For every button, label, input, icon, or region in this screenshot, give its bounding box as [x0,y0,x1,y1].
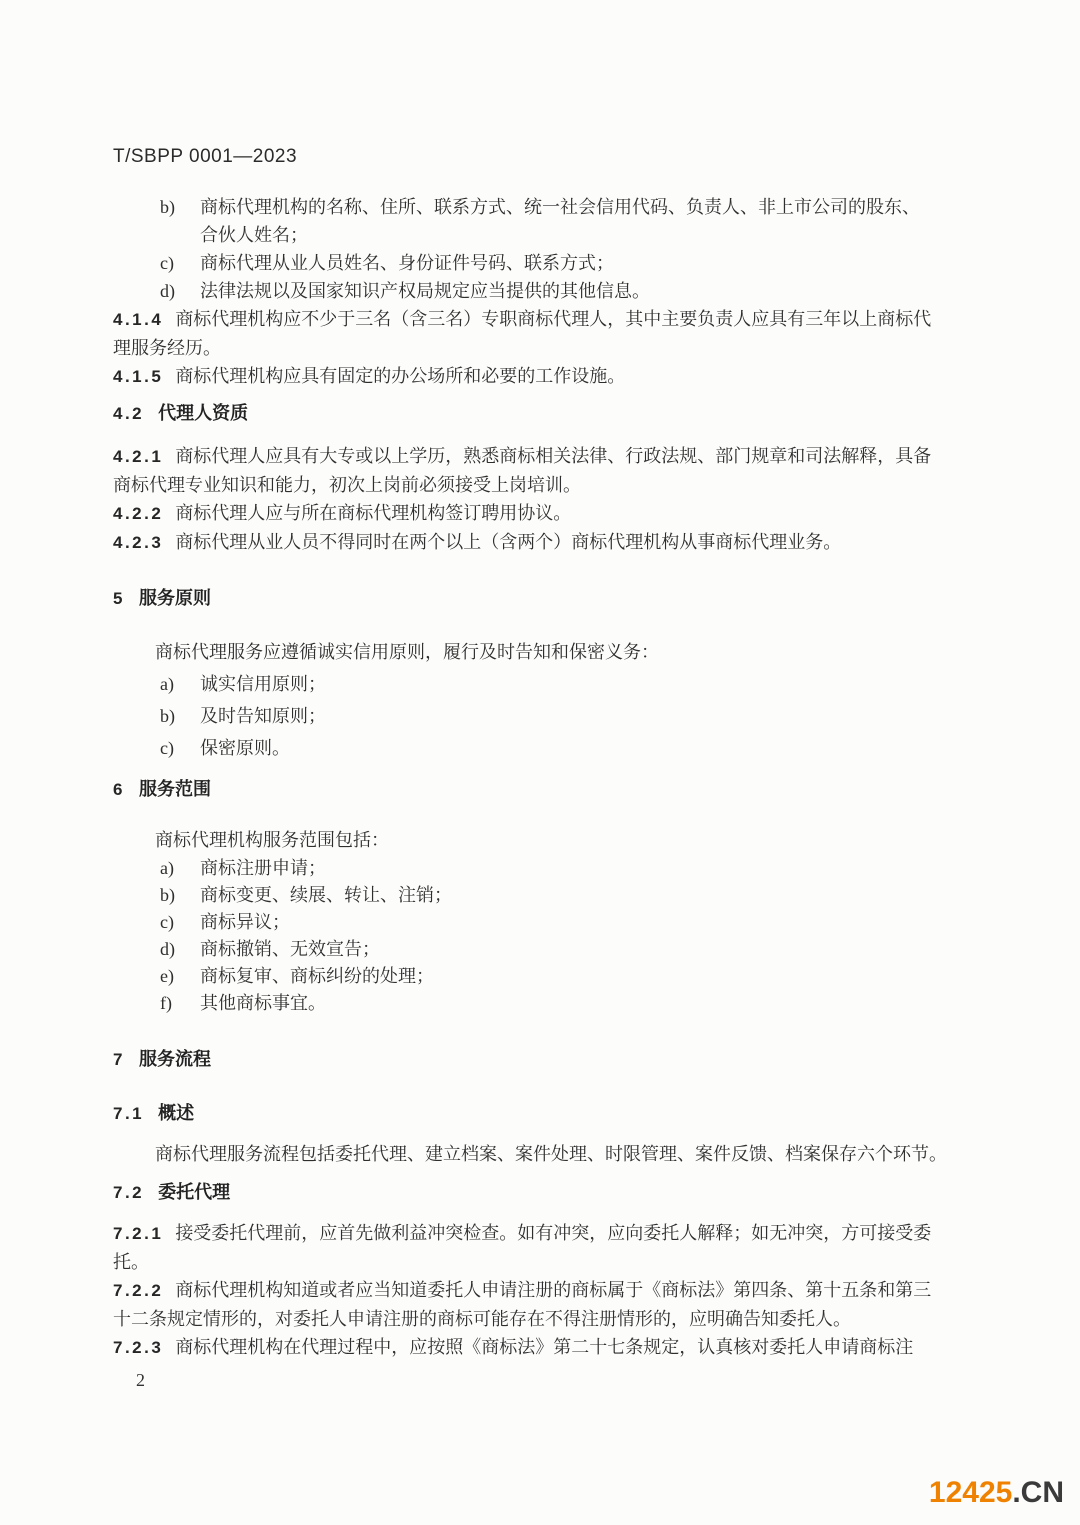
clause-text: 商标代理机构知道或者应当知道委托人申请注册的商标属于《商标法》第四条、第十五条和第三十二条规定情形的，对委托人申请注册的商标可能存在不得注册情形的，应明确告知委托人。 [113,1280,932,1329]
page-number: 2 [136,1370,145,1390]
clause-number: 4.1.5 [113,367,164,386]
list-marker: b) [160,885,175,905]
list-item-text: 诚实信用原则； [200,674,326,694]
clause-number: 7.2.1 [113,1224,164,1243]
clause-number: 4.1.4 [113,310,164,329]
section-title: 委托代理 [158,1182,231,1202]
section-title: 服务流程 [138,1049,211,1069]
paragraph: 商标代理服务流程包括委托代理、建立档案、案件处理、时限管理、案件反馈、档案保存六个环节。 [155,1144,947,1164]
list-marker: f) [160,993,172,1013]
clause-number: 7.2.2 [113,1281,164,1300]
watermark-number: 12425 [928,1476,1013,1509]
clause-text: 商标代理机构应不少于三名（含三名）专职商标代理人，其中主要负责人应具有三年以上商标代理服务经历。 [113,309,932,358]
list-item [113,909,937,936]
clause [113,442,937,499]
section-heading [113,584,937,613]
list-marker: c) [160,912,174,932]
section-number: 7.1 [113,1104,145,1123]
section-heading [113,399,937,428]
section-number: 4.2 [113,404,145,423]
clause-text: 商标代理从业人员不得同时在两个以上（含两个）商标代理机构从事商标代理业务。 [175,532,842,552]
clause [113,1276,937,1333]
list-item [113,855,937,882]
list-marker: e) [160,966,174,986]
clause-text: 商标代理机构在代理过程中，应按照《商标法》第二十七条规定，认真核对委托人申请商标注 [175,1337,914,1357]
section-number: 7.2 [113,1183,145,1202]
clause-text: 商标代理人应与所在商标代理机构签订聘用协议。 [175,503,572,523]
list-item-text: 商标撤销、无效宣告； [200,939,380,959]
watermark [929,1478,1064,1508]
clause-number: 4.2.1 [113,447,164,466]
list-item [113,882,937,909]
clause [113,499,937,528]
list-item [113,670,937,698]
list-item-text: 其他商标事宜。 [200,993,326,1013]
list-item-text: 商标代理机构的名称、住所、联系方式、统一社会信用代码、负责人、非上市公司的股东、合伙人姓名； [200,197,920,245]
list-marker: c) [160,253,174,273]
list-marker: c) [160,738,174,758]
clause-number: 7.2.3 [113,1338,164,1357]
list-marker: a) [160,674,174,694]
section-heading [113,1099,937,1128]
section-title: 代理人资质 [158,403,249,423]
list-item [113,734,937,762]
section-title: 服务原则 [138,588,211,608]
paragraph: 商标代理机构服务范围包括： [155,830,389,850]
list-marker: b) [160,197,175,217]
section-title: 概述 [158,1103,195,1123]
list-item [113,193,937,249]
list-marker: a) [160,858,174,878]
section-title: 服务范围 [138,779,211,799]
list-marker: d) [160,939,175,959]
clause [113,305,937,362]
clause [113,1333,937,1362]
list-item-text: 商标代理从业人员姓名、身份证件号码、联系方式； [200,253,614,273]
section-heading [113,1045,937,1074]
document-code: T/SBPP 0001—2023 [113,146,298,167]
list-marker: b) [160,706,175,726]
clause [113,1219,937,1276]
list-item-text: 商标注册申请； [200,858,326,878]
clause-text: 接受委托代理前，应首先做利益冲突检查。如有冲突，应向委托人解释；如无冲突，方可接受委托。 [113,1223,932,1272]
list-item [113,963,937,990]
list-item [113,249,937,277]
section-number: 5 [113,589,125,608]
clause-text: 商标代理人应具有大专或以上学历，熟悉商标相关法律、行政法规、部门规章和司法解释，具备商标代理专业知识和能力，初次上岗前必须接受上岗培训。 [113,446,932,495]
list-item [113,936,937,963]
clause-number: 4.2.2 [113,504,164,523]
list-item-text: 商标异议； [200,912,290,932]
list-item [113,702,937,730]
list-item-text: 法律法规以及国家知识产权局规定应当提供的其他信息。 [200,281,650,301]
section-number: 6 [113,780,125,799]
watermark-domain-suffix: .CN [1012,1476,1064,1509]
paragraph: 商标代理服务应遵循诚实信用原则，履行及时告知和保密义务： [155,642,659,662]
list-item-text: 商标复审、商标纠纷的处理； [200,966,434,986]
list-item [113,277,937,305]
list-marker: d) [160,281,175,301]
list-item-text: 商标变更、续展、转让、注销； [200,885,452,905]
list-item [113,990,937,1017]
clause-text: 商标代理机构应具有固定的办公场所和必要的工作设施。 [175,366,626,386]
list-item-text: 及时告知原则； [200,706,326,726]
document-body [113,193,947,1362]
clause-number: 4.2.3 [113,533,164,552]
list-item-text: 保密原则。 [200,738,290,758]
clause [113,528,937,557]
section-heading [113,1178,937,1207]
section-heading [113,775,937,804]
clause [113,362,937,391]
section-number: 7 [113,1050,125,1069]
